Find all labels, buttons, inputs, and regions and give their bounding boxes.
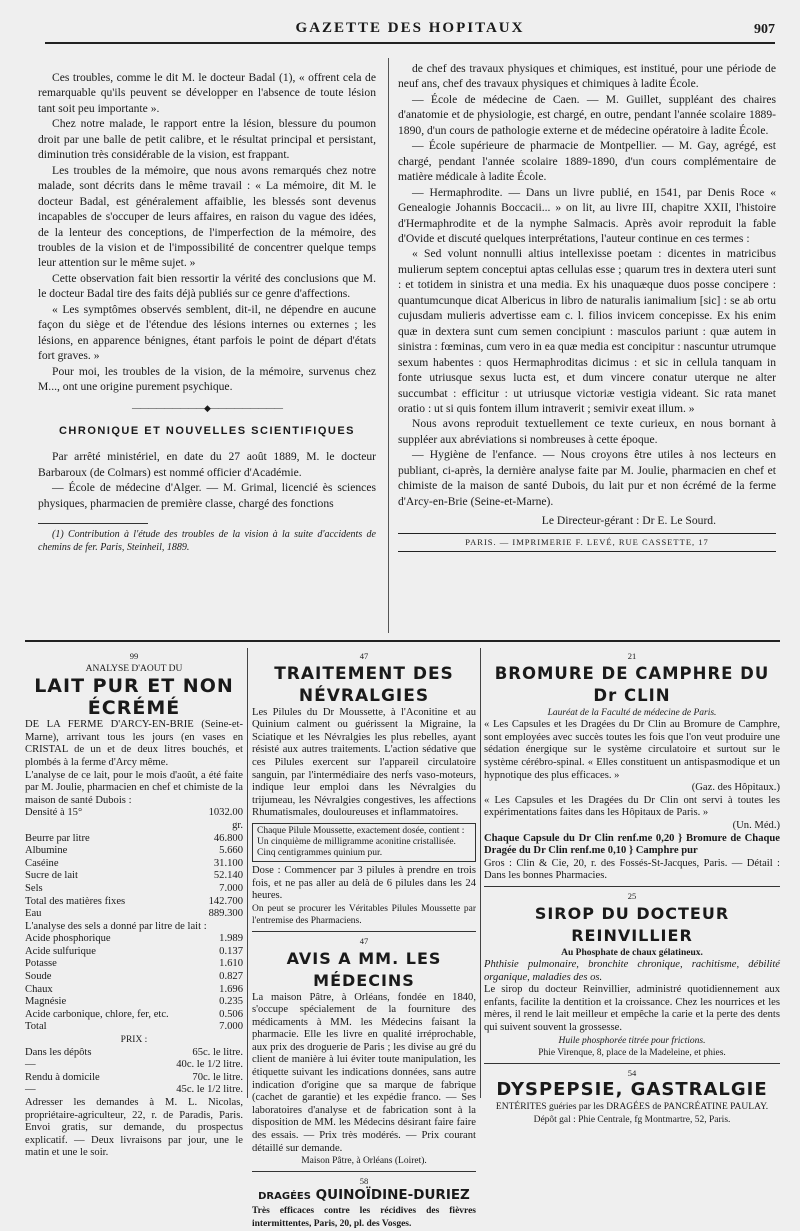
composition-table bbox=[25, 833, 243, 896]
ad-rule bbox=[252, 931, 476, 932]
ad-title: DYSPEPSIE, GASTRALGIE bbox=[496, 1079, 768, 1101]
ad-number: 25 bbox=[627, 890, 637, 901]
ad-title: SIROP DU DOCTEUR REINVILLIER bbox=[534, 903, 730, 945]
footnote: (1) Contribution à l'étude des troubles de la vision à la suite d'accidents de chemins de fer. Paris, Steinheil, 1889. bbox=[38, 529, 376, 554]
ad-rule bbox=[484, 1063, 780, 1064]
journal-title: GAZETTE DES HOPITAUX bbox=[295, 20, 525, 36]
ad-seller: Dépôt gal : Phie Centrale, fg Montmartre, 52, Paris. bbox=[533, 1115, 731, 1126]
left-column bbox=[38, 70, 376, 554]
news-item: Par arrêté ministériel, en date du 27 août 1889, M. le docteur Barbaroux (de Colmars) est nommé officier d'Académie. bbox=[38, 450, 376, 479]
page-header bbox=[45, 20, 775, 44]
ad-title: TRAITEMENT DES NÉVRALGIES bbox=[274, 663, 454, 706]
ad-indications: Phthisie pulmonaire, bronchite chronique, rachitisme, débilité organique, maladies des os. bbox=[484, 959, 780, 983]
ad-subtitle: DE LA FERME D'ARCY-EN-BRIE (Seine-et-Marne), arrivant tous les jours (en vases en CRISTAL de un et de deux litres bouchés, et plombés à la ferme d'Arcy même. bbox=[25, 719, 243, 768]
ad-rule bbox=[484, 886, 780, 887]
right-column bbox=[398, 61, 776, 552]
table-row: Acide sulfurique 0.137 bbox=[25, 945, 243, 957]
section-title: CHRONIQUE ET NOUVELLES SCIENTIFIQUES bbox=[58, 424, 356, 437]
paragraph: Chez notre malade, le rapport entre la lésion, blessure du poumon droit par une balle de petit calibre, et le résultat principal et persistant, diminution très considérable de la vision, est frappant. bbox=[38, 117, 376, 162]
price-row: — 45c. le 1/2 litre. bbox=[25, 1084, 243, 1096]
paragraph: Pour moi, les troubles de la vision, de la mémoire, survenus chez M..., ont une origine purement psychique. bbox=[38, 364, 376, 394]
ad-title: DRAGÉES QUINOÏDINE-DURIEZ bbox=[258, 1187, 470, 1204]
ad-body: Le sirop du docteur Reinvillier, administré quotidiennement aux enfants, facilite la dentition et la croissance. Chez les nourrices et les mères, il rend le lait meilleur et empêche la carie et la perte des dents qui suivent souvent la grossesse. bbox=[484, 984, 780, 1034]
water-row: Eau 889.300 bbox=[25, 908, 243, 920]
ornament-divider: —————————◆————————— bbox=[132, 402, 282, 413]
column-divider bbox=[388, 58, 389, 633]
ad-subtitle: Au Phosphate de chaux gélatineux. bbox=[561, 947, 703, 958]
ad-title: AVIS A MM. LES MÉDECINS bbox=[286, 948, 442, 990]
ad-number: 99 bbox=[129, 651, 139, 661]
ad-body: La maison Pâtre, à Orléans, fondée en 1840, s'occupe spécialement de la fourniture des médicaments à MM. les Médecins faisant la pharmacie. Elle les livre en qualité irréprochable, aux prix des droguerie de Paris ; les divise au gré du client de manière à lui éviter toute manipulation, les étiquette suivant les indications données, sans autre indication d'origine que sa marque de fabrique (cachet de garantie) et les expédie franco. — Ses laboratoires d'analyse et de fabrication sont à la disposition de MM. les Médecins désirant faire faire des essais. — Prix très modérés. — Prix courant détaillé sur demande. bbox=[252, 991, 476, 1154]
ad-cta: On peut se procurer les Véritables Pilules Moussette par l'entremise des Pharmaciens. bbox=[252, 903, 476, 927]
ad-divider bbox=[480, 648, 481, 1098]
table-row: Acide phosphorique 1.989 bbox=[25, 933, 243, 945]
ad-rule bbox=[252, 1171, 476, 1172]
paragraph: Les troubles de la mémoire, que nous avons remarqués chez notre malade, sont décrits dans le même travail : « La mémoire, dit M. le docteur Badal, est généralement affaiblie, les blessés sont devenus incapables de s'occuper de leurs affaires, en raison du vague des idées, de la lenteur des conceptions, de l'imperfection de la mémoire, des troubles de la vision et de l'impossibilité de concentrer quelque temps leur attention sur le même sujet. » bbox=[38, 163, 376, 270]
paragraph: — Hermaphrodite. — Dans un livre publié, en 1541, par Denis Roce « Genealogie Johannis Boccacii... » on lit, au livre III, chapitre XXII, l'histoire d'Hermaphrodite et de la nymphe Salmacis. Après avoir reproduit la fable d'Ovide et discuté quelques interprétations, l'auteur continue en ces termes : bbox=[398, 185, 776, 245]
ad-subtitle: ENTÉRITES guéries par les DRAGÉES de PANCRÉATINE PAULAY. bbox=[495, 1102, 769, 1113]
ad-oil: Huile phosphorée titrée pour frictions. bbox=[558, 1035, 706, 1046]
ad-seller: Phie Virenque, 8, place de la Madeleine, et phies. bbox=[538, 1048, 726, 1059]
paragraph: Ces troubles, comme le dit M. le docteur Badal (1), « offrent cela de remarquable qu'ils peuvent se développer en l'absence de toute lésion tant soit peu importante ». bbox=[38, 71, 376, 115]
price-row: Rendu à domicile 70c. le litre. bbox=[25, 1071, 243, 1083]
salts-table bbox=[25, 933, 243, 1021]
table-row: Magnésie 0.235 bbox=[25, 996, 243, 1008]
latin-quote: « Sed volunt nonnulli altius intellexisse poetam : dicentes in matricibus mulierum septem conceptui aptas cellulas esse ; quarum tres in dextera uteri sunt : et totidem in sinistra et una media. Ex his unaquæque duos posse concipere : quantumcunque dicat Albericus in libro de naturalis ianimalium [sic] : se ab ortu cujusdam mulieris advertisse eam c. l. filios invicem concepisse. Ex his enim quæ in dextera sunt cum semen concipiunt : masculos pariunt : quæ autem in sinistra : fœminas, cum vero in ea quæ media est concipitur : nascuntur utrumque sexum habentes : quos Hermaphroditas dicimus : et sic in cellula tanquam in fonte utriusque sexus lucta est, et dum vincere conatur uterque ne alter succumbat : efficitur : ut utriusque victoriæ vestigia videant. Sic rata manet oratio : ut si quis fontem illum intraverit ; semivir exeat illum. » bbox=[398, 247, 776, 415]
table-row: Chaux 1.696 bbox=[25, 983, 243, 995]
ad-seller: Gros : Clin & Cie, 20, r. des Fossés-St-Jacques, Paris. — Détail : Dans les bonnes Pharmacies. bbox=[484, 857, 780, 882]
ad-contact: Adresser les demandes à M. L. Nicolas, propriétaire-agriculteur, 22, r. de Paradis, Paris. Envoi gratis, sur demande, du prospectus explicatif. — Deux livraisons par jour, une le matin et une le soir. bbox=[25, 1097, 243, 1159]
paragraph: — École supérieure de pharmacie de Montpellier. — M. Gay, agrégé, est chargé, pendant l'année scolaire 1889-1890, d'un cours complémentaire de matière médicale à ladite École. bbox=[398, 139, 776, 184]
citation: (Un. Méd.) bbox=[732, 819, 780, 831]
ad-nevralgies bbox=[252, 650, 476, 1231]
ad-kicker: ANALYSE D'AOUT DU bbox=[85, 663, 183, 674]
ad-body: « Les Capsules et les Dragées du Dr Clin ont servi à toutes les expérimentations faites dans les Hôpitaux de Paris. » bbox=[484, 794, 780, 819]
ad-title: LAIT PUR ET NON ÉCRÉMÉ bbox=[34, 675, 234, 720]
footnote-rule bbox=[38, 523, 148, 524]
ad-number: 58 bbox=[359, 1175, 369, 1186]
ad-body: « Les Capsules et les Dragées du Dr Clin au Bromure de Camphre, sont employées avec succès toutes les fois que l'on veut produire une sédation énergique sur le système circulatoire et surtout sur le système cérébro-spinal. « Elles constituent un antispasmodique et un hypnotique des plus efficaces. » bbox=[484, 719, 780, 781]
ad-milk bbox=[25, 650, 243, 1160]
unit-row: gr. bbox=[232, 819, 243, 831]
table-row: Sucre de lait 52.140 bbox=[25, 870, 243, 882]
ad-divider bbox=[247, 648, 248, 1098]
news-item: — École de médecine d'Alger. — M. Grimal, licencié ès sciences physiques, pharmacien de première classe, chargé des fonctions bbox=[38, 481, 376, 510]
ad-signature: Maison Pâtre, à Orléans (Loiret). bbox=[301, 1156, 427, 1167]
ad-intro: L'analyse de ce lait, pour le mois d'août, a été faite par M. Joulie, pharmacien en chef et chimiste de la maison de santé Dubois : bbox=[25, 769, 243, 806]
printer-line: PARIS. — IMPRIMERIE F. LEVÉ, RUE CASSETTE, 17 bbox=[398, 533, 776, 552]
ad-number: 54 bbox=[627, 1067, 637, 1078]
total-fixed-row: Total des matières fixes 142.700 bbox=[25, 895, 243, 907]
signature: Le Directeur-gérant : Dr E. Le Sourd. bbox=[541, 514, 716, 528]
table-row: Caséine 31.100 bbox=[25, 857, 243, 869]
ad-number: 47 bbox=[359, 651, 369, 661]
price-row: — 40c. le 1/2 litre. bbox=[25, 1059, 243, 1071]
composition-box: Chaque Pilule Moussette, exactement dosée, contient : Un cinquième de milligramme aconitine cristallisée. Cinq centigrammes quinium pur. bbox=[252, 823, 476, 862]
paragraph: — École de médecine de Caen. — M. Guillet, suppléant des chaires d'anatomie et de physiologie, est chargé, en outre, pendant l'année scolaire 1889-1890, d'un cours de pathologie externe et de médecine opératoire à ladite École. bbox=[398, 92, 776, 137]
prix-title: PRIX : bbox=[120, 1035, 148, 1046]
ad-body: Les Pilules du Dr Moussette, à l'Aconitine et au Quinium calment ou guérissent la Migraine, la Sciatique et les Névralgies les plus rebelles, ayant résisté aux autres traitements. L'action sédative que ces Pilules exercent sur l'appareil circulatoire sanguin, par l'intermédiaire des nerfs vaso-moteurs, indique leur emploi dans les Névralgies du trijumeau, les Névralgies congestives, les affections Rhumatismales, douloureuses et inflammatoires. bbox=[252, 706, 476, 819]
ad-body: Très efficaces contre les récidives des fièvres intermittentes, Paris, 20, pl. des Vosges. bbox=[252, 1206, 476, 1229]
dosage-text: Chaque Capsule du Dr Clin renf.me 0,20 } Bromure de Chaque Dragée du Dr Clin renf.me 0,10 } Camphre pur bbox=[484, 832, 780, 857]
paragraph: Nous avons reproduit textuellement ce texte curieux, en nous bornant à suppléer aux abréviations si nombreuses à cette époque. bbox=[398, 417, 776, 446]
table-row: Albumine 5.660 bbox=[25, 845, 243, 857]
table-row: Potasse 1.610 bbox=[25, 958, 243, 970]
paragraph: Cette observation fait bien ressortir la vérité des conclusions que M. le docteur Badal tire des faits déjà publiés sur ce genre d'affections. bbox=[38, 271, 376, 301]
page-number: 907 bbox=[754, 22, 775, 37]
ash-intro: L'analyse des sels a donné par litre de lait : bbox=[25, 920, 207, 932]
table-row: Beurre par litre 46.800 bbox=[25, 832, 243, 844]
ad-number: 21 bbox=[627, 651, 637, 661]
dose-text: Dose : Commencer par 3 pilules à prendre en trois fois, et ne pas aller au delà de 6 pilules dans les 24 heures. bbox=[252, 864, 476, 902]
ad-camphre bbox=[484, 650, 780, 1127]
ad-number: 47 bbox=[359, 935, 369, 946]
price-row: Dans les dépôts 65c. le litre. bbox=[25, 1046, 243, 1058]
ad-title: BROMURE DE CAMPHRE DU Dr CLIN bbox=[494, 663, 770, 705]
ad-subtitle: Lauréat de la Faculté de médecine de Paris. bbox=[547, 707, 717, 718]
prices-table bbox=[25, 1047, 243, 1097]
citation: (Gaz. des Hôpitaux.) bbox=[691, 782, 780, 794]
paragraph: — Hygiène de l'enfance. — Nous croyons être utiles à nos lecteurs en publiant, ci-après, la dernière analyse faite par M. Joulie, pharmacien en chef et chimiste de la maison de santé Dubois, du lait pur et non écrémé de la ferme d'Arcy-en-Brie (Seine-et-Marne). bbox=[398, 448, 776, 508]
density-row: Densité à 15° 1032.00 bbox=[25, 807, 243, 819]
total-row: Total 7.000 bbox=[25, 1021, 243, 1033]
table-row: Soude 0.827 bbox=[25, 971, 243, 983]
table-row: Acide carbonique, chlore, fer, etc. 0.506 bbox=[25, 1008, 243, 1020]
table-row: Sels 7.000 bbox=[25, 882, 243, 894]
advertisement-rule bbox=[25, 640, 780, 642]
paragraph: « Les symptômes observés semblent, dit-il, ne dépendre en aucune façon du siège et de l'étendue des lésions internes ou externes ; les lésions, en apparence bénignes, étant parfois le point de départ d'états fort graves. » bbox=[38, 302, 376, 363]
paragraph: de chef des travaux physiques et chimiques, est institué, pour une période de neuf ans, chef des travaux physiques et chimiques à ladite École. bbox=[398, 62, 776, 91]
